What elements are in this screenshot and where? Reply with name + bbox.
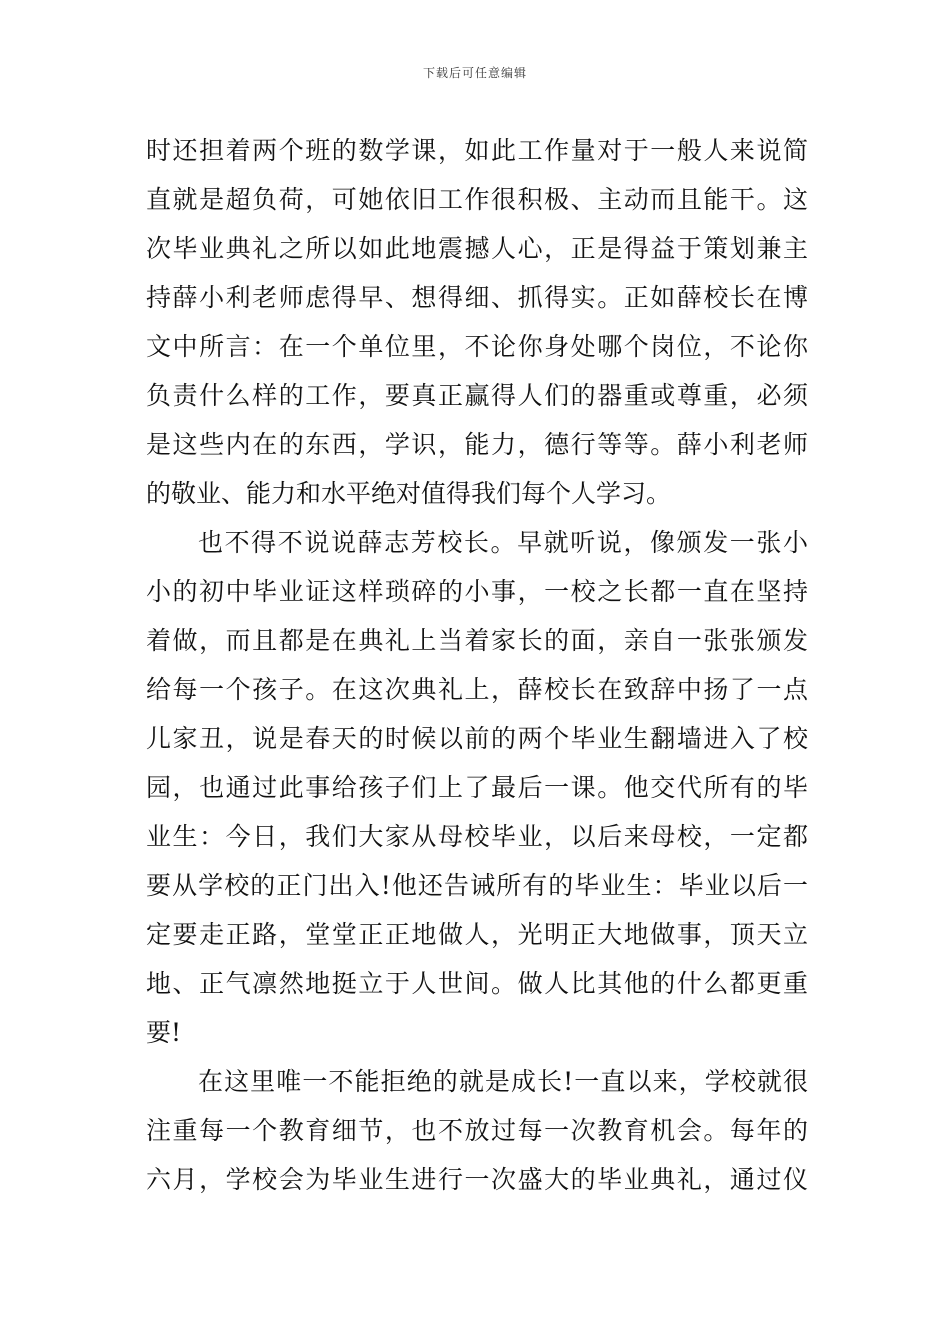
text-line: 持薛小利老师虑得早、想得细、抓得实。正如薛校长在博 (146, 283, 808, 312)
text-line: 文中所言：在一个单位里，不论你身处哪个岗位，不论你 (146, 332, 808, 361)
page-header: 下载后可任意编辑 (422, 66, 527, 80)
text-line: 园，也通过此事给孩子们上了最后一课。他交代所有的毕 (146, 773, 808, 802)
text-line: 着做，而且都是在典礼上当着家长的面，亲自一张张颁发 (146, 626, 808, 655)
text-line: 的敬业、能力和水平绝对值得我们每个人学习。 (146, 479, 672, 508)
document-body (146, 126, 808, 1204)
text-line: 定要走正路，堂堂正正地做人，光明正大地做事，顶天立 (146, 920, 808, 949)
text-line: 要! (146, 1018, 182, 1047)
text-line: 给每一个孩子。在这次典礼上，薛校长在致辞中扬了一点 (146, 675, 808, 704)
text-line: 是这些内在的东西，学识，能力，德行等等。薛小利老师 (146, 430, 808, 459)
text-line: 负责什么样的工作，要真正赢得人们的器重或尊重，必须 (146, 381, 808, 410)
text-line: 在这里唯一不能拒绝的就是成长!一直以来，学校就很 (198, 1067, 808, 1096)
text-line: 地、正气凛然地挺立于人世间。做人比其他的什么都更重 (146, 969, 808, 998)
text-line: 次毕业典礼之所以如此地震撼人心，正是得益于策划兼主 (146, 234, 808, 263)
text-line: 业生：今日，我们大家从母校毕业，以后来母校，一定都 (146, 822, 808, 851)
text-line: 直就是超负荷，可她依旧工作很积极、主动而且能干。这 (146, 185, 808, 214)
text-line: 六月，学校会为毕业生进行一次盛大的毕业典礼，通过仪 (146, 1165, 808, 1194)
text-line: 也不得不说说薛志芳校长。早就听说，像颁发一张小 (198, 528, 808, 557)
text-line: 儿家丑，说是春天的时候以前的两个毕业生翻墙进入了校 (146, 724, 808, 753)
text-line: 要从学校的正门出入!他还告诫所有的毕业生：毕业以后一 (146, 871, 808, 900)
text-line: 时还担着两个班的数学课，如此工作量对于一般人来说简 (146, 136, 808, 165)
paragraph (146, 1057, 808, 1204)
text-line: 注重每一个教育细节，也不放过每一次教育机会。每年的 (146, 1116, 808, 1145)
paragraph (146, 126, 808, 518)
paragraph (146, 518, 808, 1057)
text-line: 小的初中毕业证这样琐碎的小事，一校之长都一直在坚持 (146, 577, 808, 606)
